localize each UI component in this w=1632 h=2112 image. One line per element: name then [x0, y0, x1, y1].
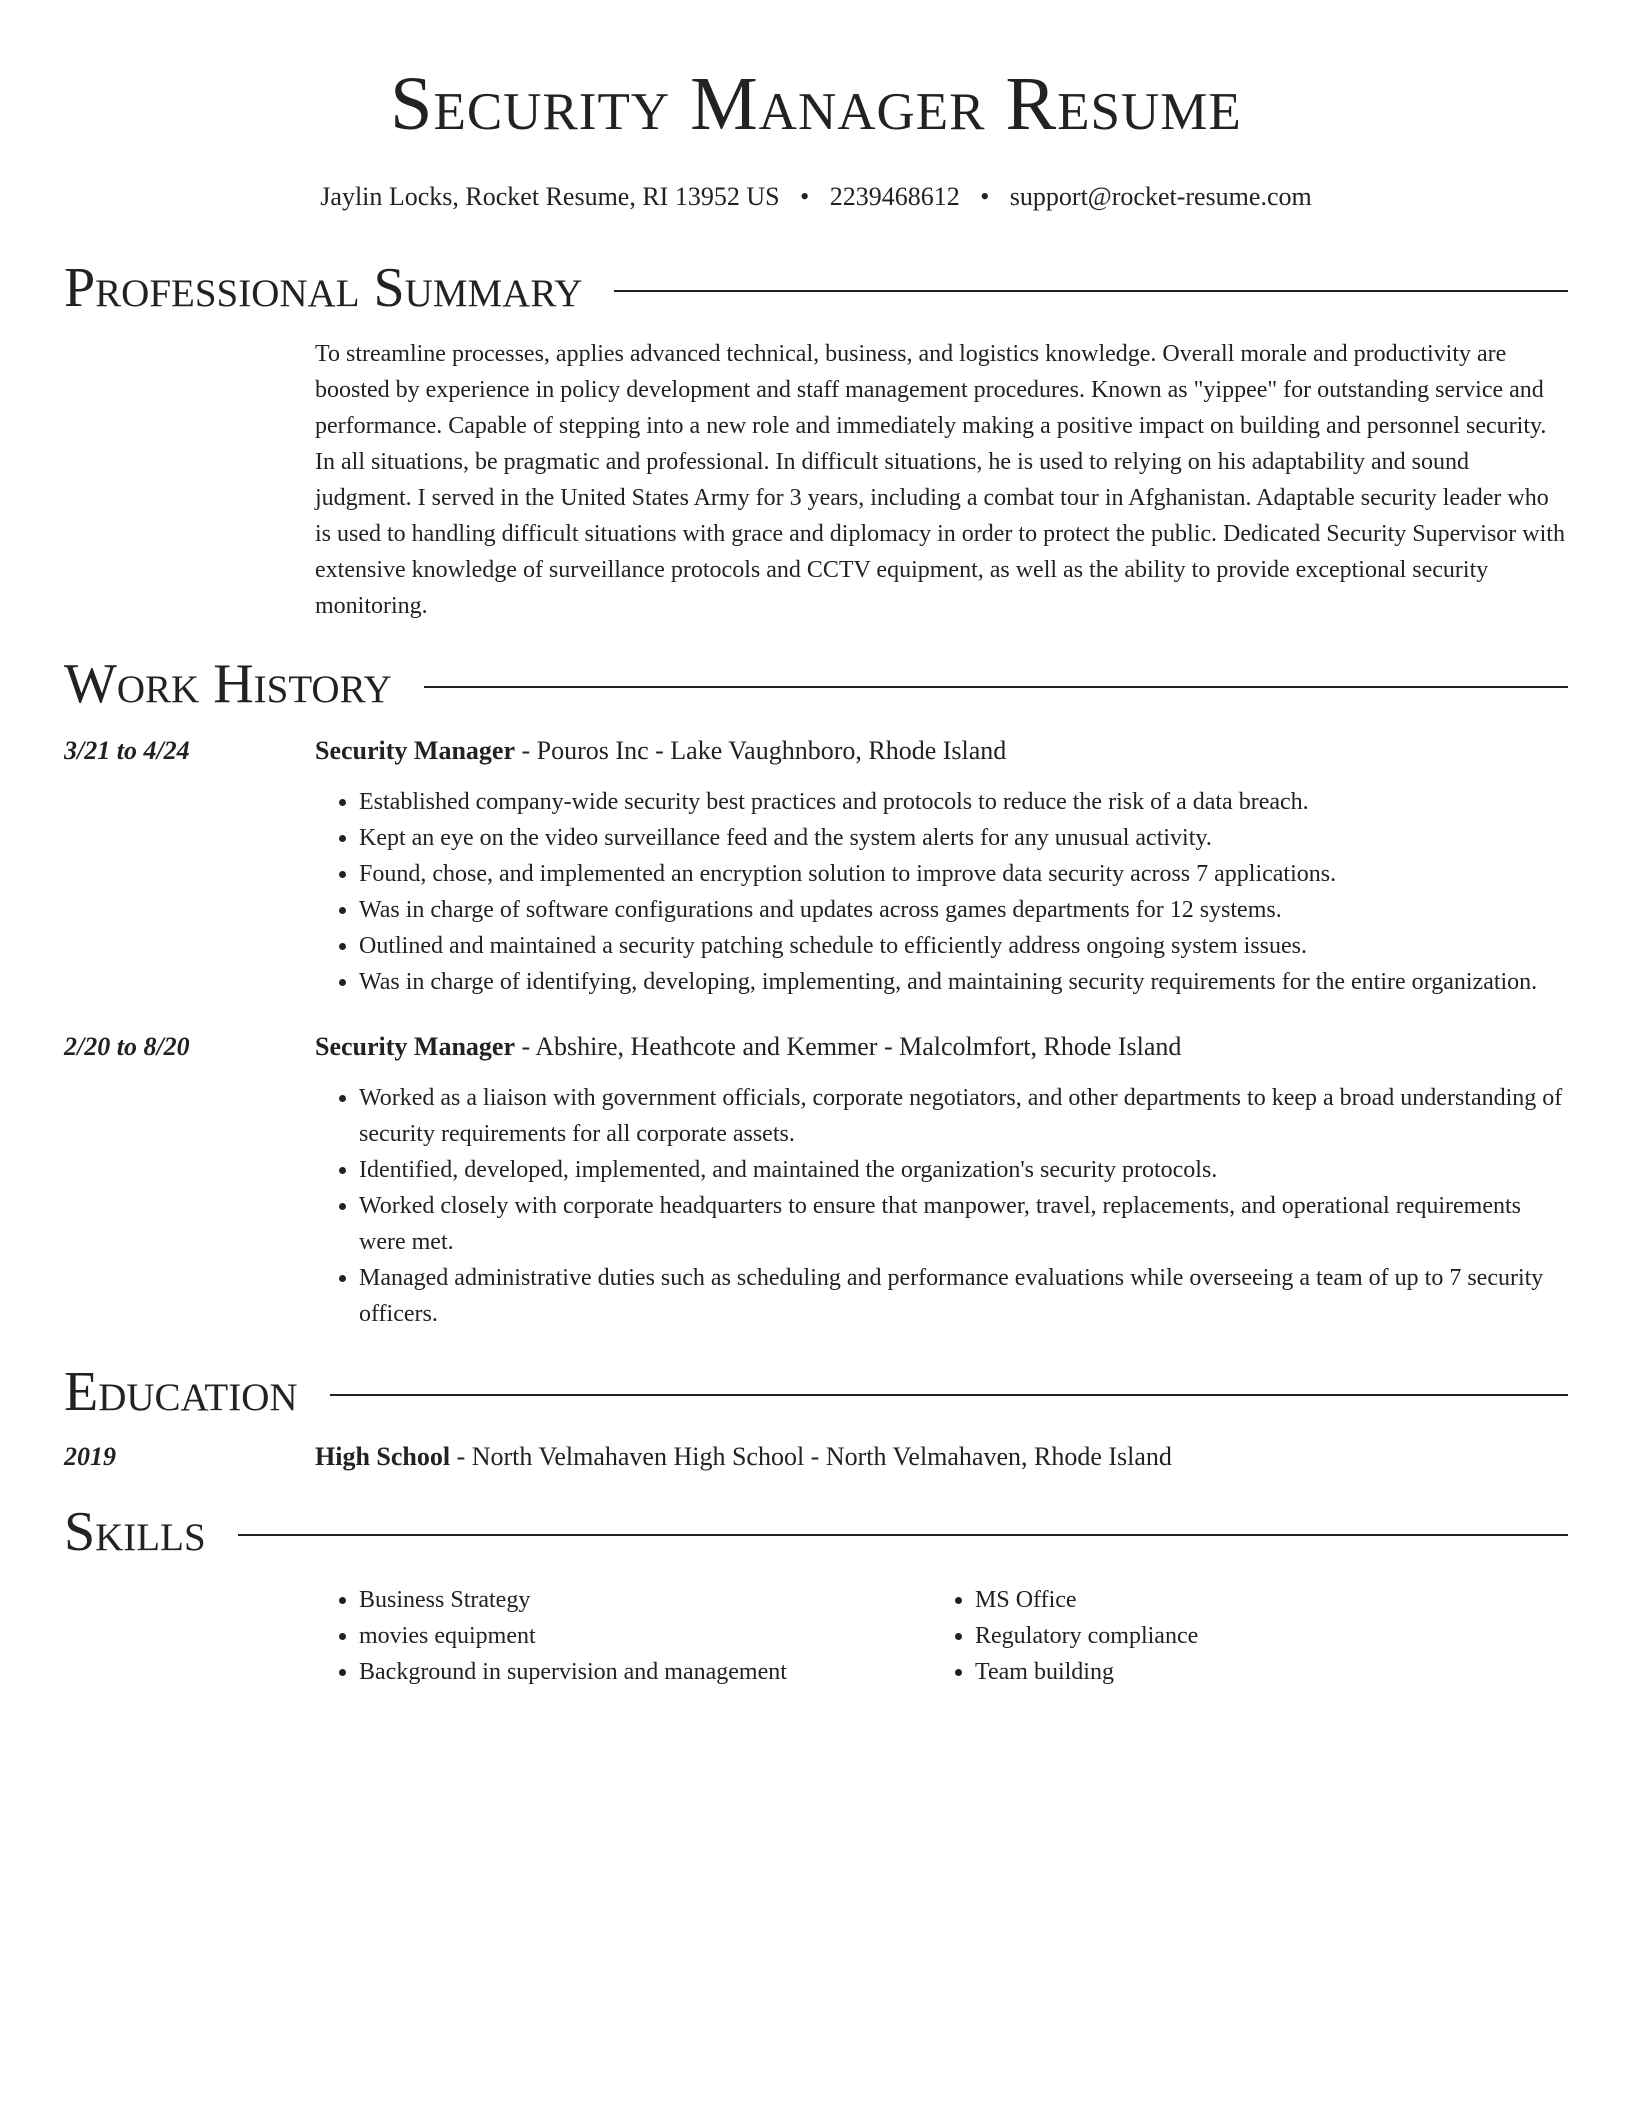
- job-heading: [315, 1030, 1568, 1064]
- skill-item: • movies equipment: [359, 1618, 931, 1654]
- job-bullet: • Found, chose, and implemented an encryption solution to improve data security across 7 applications.: [359, 856, 1568, 892]
- job-dates: 2/20 to 8/20: [64, 1032, 190, 1061]
- job-bullet: • Worked closely with corporate headquarters to ensure that manpower, travel, replacements, and operational requirements were met.: [359, 1188, 1568, 1260]
- section-divider: [424, 686, 1568, 688]
- summary-section: [64, 254, 1568, 624]
- job-bullet: • Worked as a liaison with government officials, corporate negotiators, and other departments to keep a broad understanding of security requirements for all corporate assets.: [359, 1080, 1568, 1152]
- section-header: [64, 1498, 1568, 1566]
- education-heading-line: [315, 1440, 1568, 1474]
- contact-email: support@rocket-resume.com: [1009, 182, 1312, 211]
- skill-item: • Background in supervision and management: [359, 1654, 931, 1690]
- job-bullet: • Established company-wide security best practices and protocols to reduce the risk of a data breach.: [359, 784, 1568, 820]
- job-bullet: • Outlined and maintained a security patching schedule to efficiently address ongoing system issues.: [359, 928, 1568, 964]
- skill-item: • MS Office: [975, 1582, 1547, 1618]
- job-entry: [64, 1030, 1568, 1332]
- section-divider: [330, 1394, 1568, 1396]
- contact-separator: •: [980, 182, 990, 211]
- education-section: [64, 1358, 1568, 1474]
- section-divider: [614, 290, 1568, 292]
- skill-item: • Business Strategy: [359, 1582, 931, 1618]
- skills-list: [315, 1582, 1568, 1690]
- job-bullets: [315, 784, 1568, 1000]
- section-header: [64, 1358, 1568, 1426]
- contact-phone: 2239468612: [829, 182, 960, 211]
- skills-heading: Skills: [64, 1501, 206, 1563]
- job-bullets: [315, 1080, 1568, 1332]
- skill-item: • Regulatory compliance: [975, 1618, 1547, 1654]
- job-details: - Abshire, Heathcote and Kemmer - Malcolmfort, Rhode Island: [515, 1032, 1182, 1061]
- job-details: - Pouros Inc - Lake Vaughnboro, Rhode Island: [515, 736, 1007, 765]
- job-bullet: • Identified, developed, implemented, and maintained the organization's security protocols.: [359, 1152, 1568, 1188]
- job-bullet: • Managed administrative duties such as scheduling and performance evaluations while overseeing a team of up to 7 security officers.: [359, 1260, 1568, 1332]
- skills-column: [931, 1582, 1547, 1690]
- job-title: Security Manager: [315, 736, 516, 765]
- contact-separator: •: [800, 182, 810, 211]
- education-details: - North Velmahaven High School - North Velmahaven, Rhode Island: [450, 1442, 1172, 1471]
- job-title: Security Manager: [315, 1032, 516, 1061]
- summary-heading: Professional Summary: [64, 257, 583, 319]
- skills-section: [64, 1498, 1568, 1690]
- job-bullet: • Kept an eye on the video surveillance feed and the system alerts for any unusual activity.: [359, 820, 1568, 856]
- skill-item: • Team building: [975, 1654, 1547, 1690]
- education-date: 2019: [64, 1442, 116, 1471]
- contact-line: [64, 180, 1568, 214]
- section-divider: [238, 1534, 1568, 1536]
- skills-column: [315, 1582, 931, 1690]
- section-header: [64, 254, 1568, 322]
- summary-text: To streamline processes, applies advanced technical, business, and logistics knowledge. Overall morale and productivity are boosted by experience in policy development and staff management procedures. Known as "yippee" for outstanding service and performance. Capable of stepping into a new role and immediately making a positive impact on building and personnel security. In all situations, be pragmatic and professional. In difficult situations, he is used to relying on his adaptability and sound judgment. I served in the United States Army for 3 years, including a combat tour in Afghanistan. Adaptable security leader who is used to handling difficult situations with grace and diplomacy in order to protect the public. Dedicated Security Supervisor with extensive knowledge of surveillance protocols and CCTV equipment, as well as the ability to provide exceptional security monitoring.: [315, 341, 1565, 619]
- job-bullet: • Was in charge of software configurations and updates across games departments for 12 systems.: [359, 892, 1568, 928]
- education-body: [315, 1440, 1568, 1474]
- job-body: [315, 734, 1568, 1000]
- work-history-section: [64, 650, 1568, 1332]
- section-header: [64, 650, 1568, 718]
- job-heading: [315, 734, 1568, 768]
- education-heading: Education: [64, 1361, 298, 1423]
- job-entry: [64, 734, 1568, 1000]
- resume-title: Security Manager Resume: [390, 62, 1242, 146]
- job-dates: 3/21 to 4/24: [64, 736, 190, 765]
- education-entry: [64, 1440, 1568, 1474]
- job-bullet: • Was in charge of identifying, developing, implementing, and maintaining security requirements for the entire organization.: [359, 964, 1568, 1000]
- work-history-heading: Work History: [64, 653, 392, 715]
- job-body: [315, 1030, 1568, 1332]
- education-degree: High School: [315, 1442, 451, 1471]
- contact-address: Jaylin Locks, Rocket Resume, RI 13952 US: [320, 182, 780, 211]
